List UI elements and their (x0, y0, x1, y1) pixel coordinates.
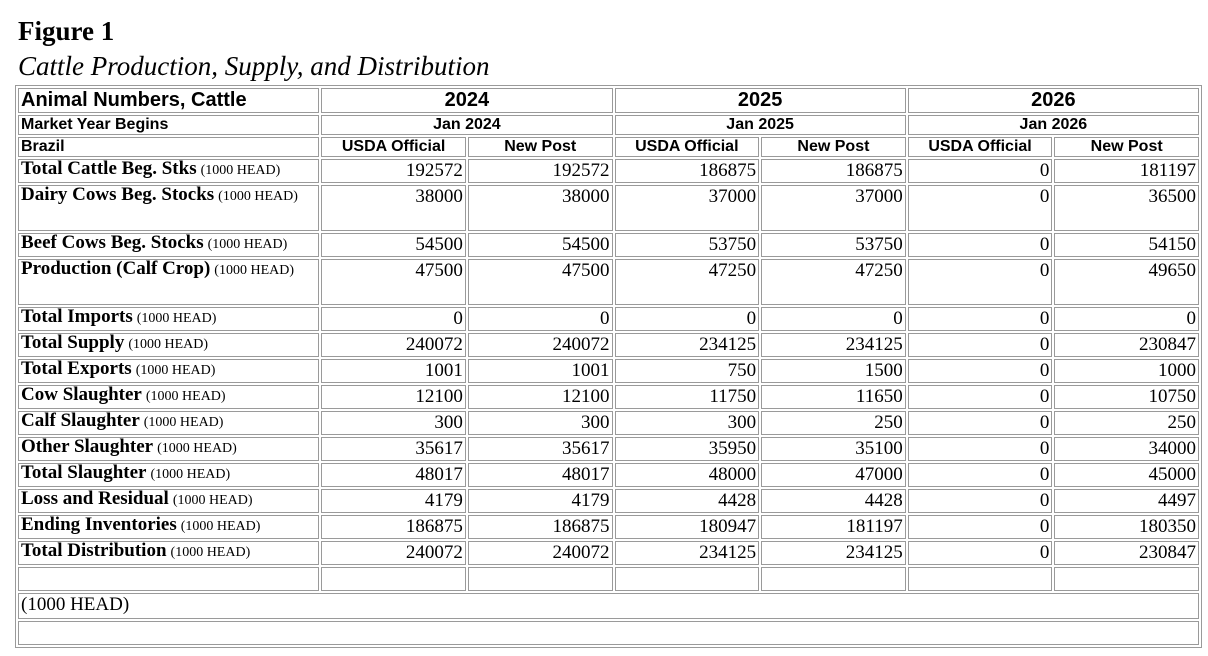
header-row-year (18, 88, 1199, 113)
table-cell: 250 (1054, 411, 1199, 435)
table-cell: 4179 (468, 489, 613, 513)
row-label (18, 541, 319, 565)
table-cell: 0 (321, 307, 466, 331)
table-cell: 181197 (1054, 159, 1199, 183)
empty-cell (1054, 567, 1199, 591)
table-cell: 0 (908, 359, 1053, 383)
row-label-name: Total Exports (21, 359, 132, 379)
table-cell: 0 (761, 307, 906, 331)
table-cell: 53750 (761, 233, 906, 257)
table-cell: 1500 (761, 359, 906, 383)
row-label (18, 437, 319, 461)
table-cell: 48017 (468, 463, 613, 487)
row-label (18, 515, 319, 539)
table-cell: 36500 (1054, 185, 1199, 231)
table-row (18, 333, 1199, 357)
row-label-unit: (1000 HEAD) (136, 311, 217, 326)
row-label (18, 411, 319, 435)
row-label-unit: (1000 HEAD) (143, 415, 224, 430)
row-label (18, 333, 319, 357)
row-label-unit: (1000 HEAD) (150, 467, 231, 482)
market-year-begin: Jan 2026 (908, 115, 1199, 135)
table-cell: 53750 (615, 233, 760, 257)
footer-row (18, 593, 1199, 619)
row-label-unit: (1000 HEAD) (200, 163, 281, 178)
row-label-name: Total Distribution (21, 541, 167, 561)
table-cell: 35617 (468, 437, 613, 461)
row-label-name: Production (Calf Crop) (21, 259, 211, 279)
table-cell: 300 (321, 411, 466, 435)
row-label-name: Calf Slaughter (21, 411, 140, 431)
row-label-unit: (1000 HEAD) (207, 237, 288, 252)
table-cell: 35100 (761, 437, 906, 461)
table-cell: 4497 (1054, 489, 1199, 513)
table-cell: 37000 (761, 185, 906, 231)
header-country: Brazil (18, 137, 319, 157)
table-cell: 230847 (1054, 333, 1199, 357)
column-new-post: New Post (761, 137, 906, 157)
table-cell: 0 (908, 541, 1053, 565)
table-cell: 4428 (615, 489, 760, 513)
row-label (18, 385, 319, 409)
table-cell: 1001 (321, 359, 466, 383)
table-cell: 48017 (321, 463, 466, 487)
row-label (18, 307, 319, 331)
row-label-name: Loss and Residual (21, 489, 169, 509)
table-cell: 54500 (321, 233, 466, 257)
table-cell: 11750 (615, 385, 760, 409)
empty-cell (18, 567, 319, 591)
row-label-name: Ending Inventories (21, 515, 177, 535)
table-cell: 12100 (468, 385, 613, 409)
empty-cell (321, 567, 466, 591)
table-cell: 230847 (1054, 541, 1199, 565)
row-label (18, 159, 319, 183)
footer-unit-note: (1000 HEAD) (18, 593, 1199, 619)
figure-title: Figure 1 (18, 16, 115, 46)
table-cell: 186875 (761, 159, 906, 183)
row-label-unit: (1000 HEAD) (170, 545, 251, 560)
table-cell: 0 (908, 489, 1053, 513)
table-cell: 54150 (1054, 233, 1199, 257)
row-label-unit: (1000 HEAD) (218, 189, 298, 204)
table-cell: 186875 (321, 515, 466, 539)
row-label-unit: (1000 HEAD) (145, 389, 226, 404)
table-row (18, 185, 1199, 231)
year-heading: 2026 (908, 88, 1199, 113)
market-year-begin: Jan 2024 (321, 115, 612, 135)
table-row (18, 159, 1199, 183)
table-cell: 240072 (468, 333, 613, 357)
row-label (18, 489, 319, 513)
table-cell: 49650 (1054, 259, 1199, 305)
row-label-name: Other Slaughter (21, 437, 154, 457)
table-cell: 250 (761, 411, 906, 435)
table-row (18, 411, 1199, 435)
table-cell: 0 (908, 385, 1053, 409)
table-cell: 0 (908, 185, 1053, 231)
table-cell: 234125 (761, 541, 906, 565)
row-label-unit: (1000 HEAD) (157, 441, 237, 456)
table-cell: 234125 (615, 541, 760, 565)
column-new-post: New Post (1054, 137, 1199, 157)
table-cell: 35617 (321, 437, 466, 461)
table-cell: 47250 (761, 259, 906, 305)
table-cell: 240072 (321, 333, 466, 357)
table-cell: 47500 (321, 259, 466, 305)
row-label-unit: (1000 HEAD) (135, 363, 216, 378)
table-cell: 0 (908, 233, 1053, 257)
empty-row (18, 567, 1199, 591)
table-cell: 0 (908, 333, 1053, 357)
table-cell: 240072 (321, 541, 466, 565)
table-cell: 12100 (321, 385, 466, 409)
table-cell: 47250 (615, 259, 760, 305)
column-usda-official: USDA Official (321, 137, 466, 157)
table-cell: 186875 (615, 159, 760, 183)
table-row (18, 233, 1199, 257)
table-cell: 0 (908, 437, 1053, 461)
table-cell: 0 (908, 463, 1053, 487)
table-row (18, 463, 1199, 487)
row-label-name: Beef Cows Beg. Stocks (21, 233, 204, 253)
table-cell: 0 (908, 259, 1053, 305)
cattle-psd-table (15, 85, 1202, 648)
row-label-name: Cow Slaughter (21, 385, 142, 405)
table-cell: 11650 (761, 385, 906, 409)
table-cell: 300 (468, 411, 613, 435)
table-cell: 45000 (1054, 463, 1199, 487)
table-row (18, 259, 1199, 305)
table-cell: 38000 (321, 185, 466, 231)
table-cell: 37000 (615, 185, 760, 231)
row-label-unit: (1000 HEAD) (214, 263, 295, 278)
empty-cell (908, 567, 1053, 591)
table-cell: 35950 (615, 437, 760, 461)
table-cell: 10750 (1054, 385, 1199, 409)
header-row-source (18, 137, 1199, 157)
column-usda-official: USDA Official (615, 137, 760, 157)
table-cell: 192572 (321, 159, 466, 183)
table-row (18, 489, 1199, 513)
table-cell: 47500 (468, 259, 613, 305)
table-cell: 0 (908, 515, 1053, 539)
table-cell: 300 (615, 411, 760, 435)
column-new-post: New Post (468, 137, 613, 157)
table-cell: 180947 (615, 515, 760, 539)
table-cell: 181197 (761, 515, 906, 539)
table-cell: 48000 (615, 463, 760, 487)
table-cell: 186875 (468, 515, 613, 539)
trailing-row (18, 621, 1199, 645)
row-label (18, 259, 319, 305)
row-label-name: Total Supply (21, 333, 125, 353)
empty-cell (761, 567, 906, 591)
table-row (18, 515, 1199, 539)
table-cell: 4179 (321, 489, 466, 513)
row-label (18, 233, 319, 257)
table-cell: 54500 (468, 233, 613, 257)
empty-cell (615, 567, 760, 591)
row-label (18, 463, 319, 487)
row-label-unit: (1000 HEAD) (180, 519, 261, 534)
table-cell: 234125 (761, 333, 906, 357)
empty-cell (468, 567, 613, 591)
year-heading: 2024 (321, 88, 612, 113)
table-cell: 34000 (1054, 437, 1199, 461)
column-usda-official: USDA Official (908, 137, 1053, 157)
table-cell: 0 (615, 307, 760, 331)
table-row (18, 437, 1199, 461)
table-cell: 0 (1054, 307, 1199, 331)
header-row-market-year (18, 115, 1199, 135)
table-cell: 47000 (761, 463, 906, 487)
table-row (18, 307, 1199, 331)
table-cell: 1000 (1054, 359, 1199, 383)
table-cell: 240072 (468, 541, 613, 565)
row-label-unit: (1000 HEAD) (172, 493, 253, 508)
table-cell: 38000 (468, 185, 613, 231)
table-cell: 180350 (1054, 515, 1199, 539)
table-cell: 0 (908, 411, 1053, 435)
market-year-begin: Jan 2025 (615, 115, 906, 135)
table-cell: 0 (468, 307, 613, 331)
trailing-cell (18, 621, 1199, 645)
table-row (18, 541, 1199, 565)
row-label-name: Total Imports (21, 307, 133, 327)
figure-subtitle: Cattle Production, Supply, and Distribution (18, 51, 490, 81)
table-cell: 234125 (615, 333, 760, 357)
row-label-unit: (1000 HEAD) (128, 337, 209, 352)
table-cell: 192572 (468, 159, 613, 183)
header-market-year-begins: Market Year Begins (18, 115, 319, 135)
table-cell: 0 (908, 307, 1053, 331)
row-label-name: Total Slaughter (21, 463, 147, 483)
row-label (18, 359, 319, 383)
row-label-name: Dairy Cows Beg. Stocks (21, 185, 215, 205)
table-row (18, 385, 1199, 409)
table-cell: 4428 (761, 489, 906, 513)
table-row (18, 359, 1199, 383)
row-label (18, 185, 319, 231)
table-cell: 750 (615, 359, 760, 383)
row-label-name: Total Cattle Beg. Stks (21, 159, 197, 179)
table-cell: 1001 (468, 359, 613, 383)
table-cell: 0 (908, 159, 1053, 183)
header-animal-numbers: Animal Numbers, Cattle (18, 88, 319, 113)
year-heading: 2025 (615, 88, 906, 113)
